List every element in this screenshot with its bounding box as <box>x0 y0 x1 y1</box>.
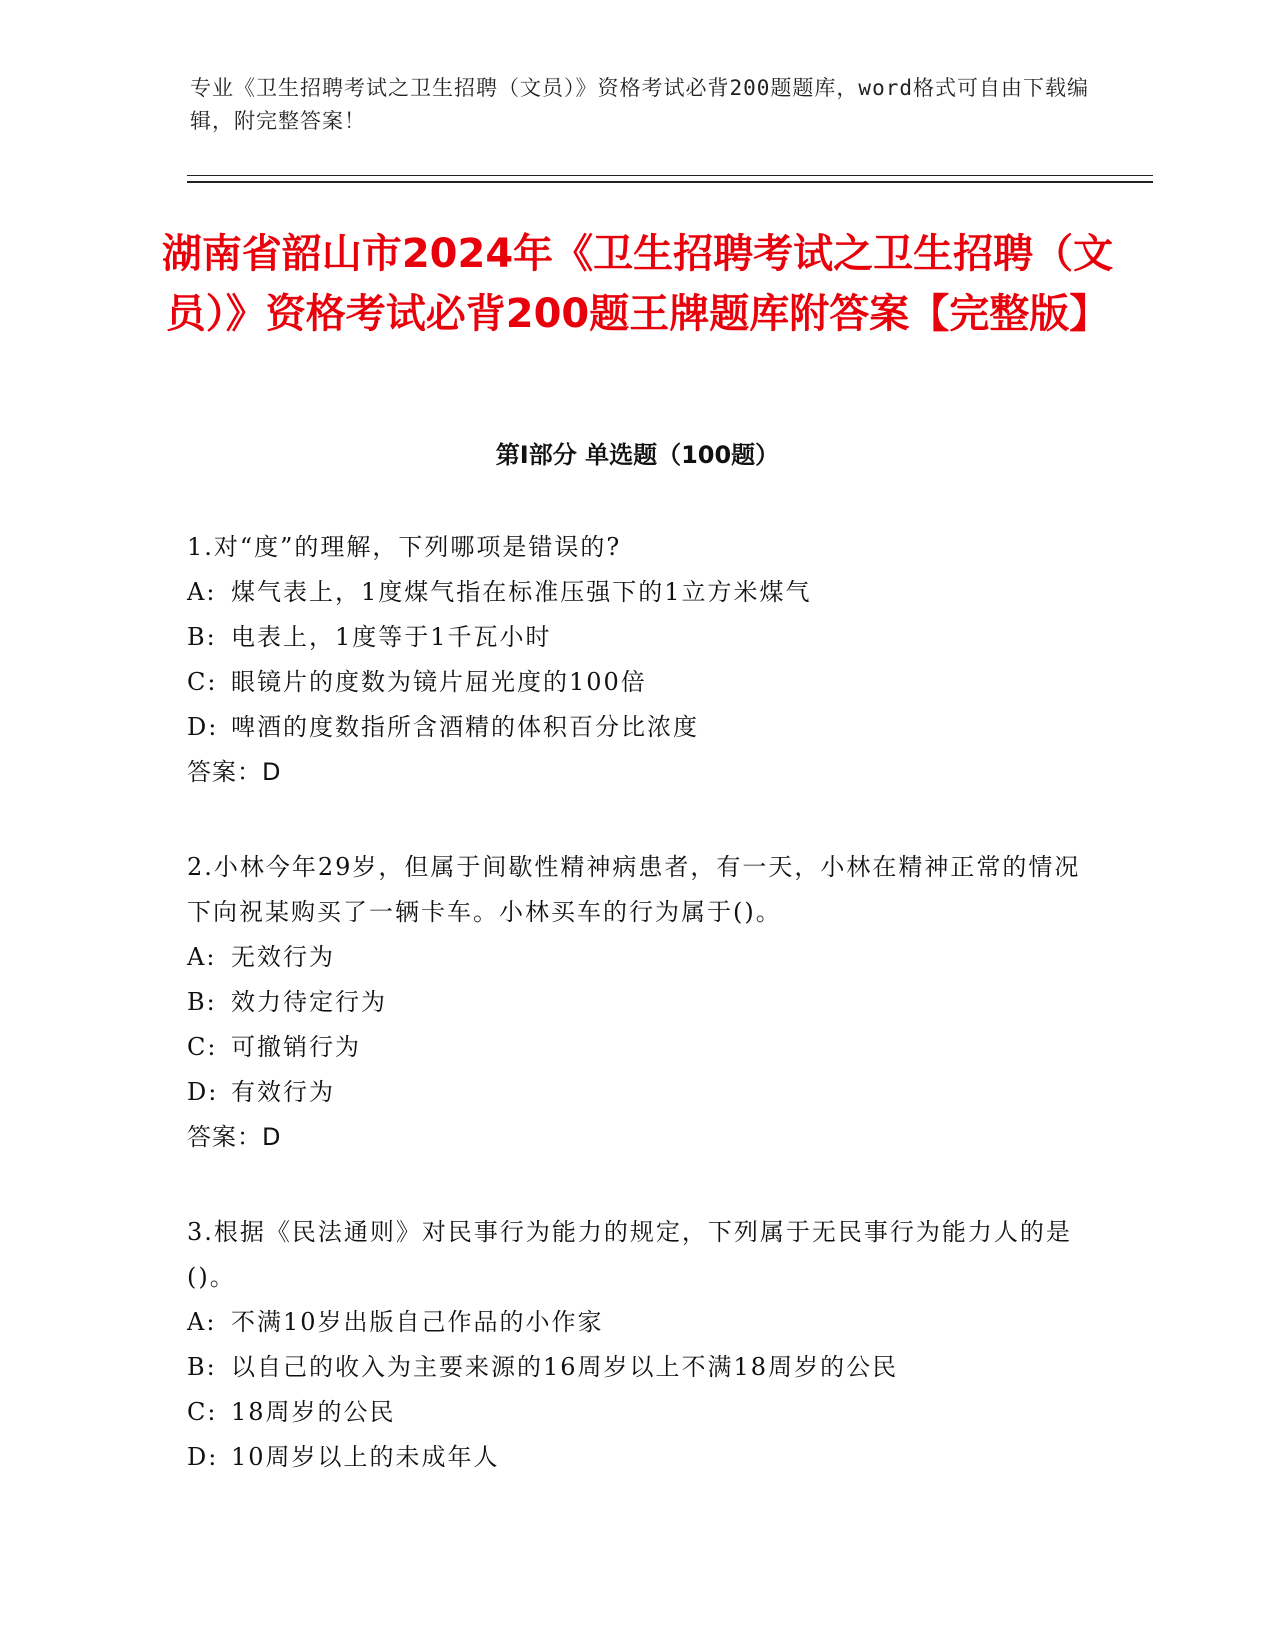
question-3 <box>187 1210 1087 1480</box>
section-heading: 第Ⅰ部分 单选题（100题） <box>495 441 780 469</box>
option-text: 可撤销行为 <box>231 1033 361 1061</box>
option-b <box>187 615 1087 660</box>
option-key: D: <box>187 1078 219 1106</box>
option-key: C: <box>187 668 218 696</box>
option-key: A: <box>187 943 217 971</box>
question-2 <box>187 845 1087 1160</box>
question-stem: 1.对“度”的理解，下列哪项是错误的? <box>187 533 622 561</box>
option-d <box>187 1070 1087 1115</box>
option-key: C: <box>187 1033 218 1061</box>
option-c <box>187 660 1087 705</box>
option-a <box>187 935 1087 980</box>
header-note: 专业《卫生招聘考试之卫生招聘（文员）》资格考试必背200题题库，word格式可自由下载编辑，附完整答案！ <box>190 76 1089 133</box>
option-key: B: <box>187 988 217 1016</box>
option-text: 啤酒的度数指所含酒精的体积百分比浓度 <box>231 713 699 741</box>
option-text: 无效行为 <box>231 943 335 971</box>
option-d <box>187 705 1087 750</box>
option-c <box>187 1025 1087 1070</box>
option-a <box>187 570 1087 615</box>
answer: 答案：D <box>187 758 282 786</box>
option-text: 有效行为 <box>231 1078 335 1106</box>
option-key: A: <box>187 578 217 606</box>
question-list <box>187 525 1087 1530</box>
option-key: B: <box>187 623 217 651</box>
question-1 <box>187 525 1087 795</box>
option-key: D: <box>187 1443 219 1471</box>
option-b <box>187 980 1087 1025</box>
option-b <box>187 1345 1087 1390</box>
option-key: D: <box>187 713 219 741</box>
question-stem: 2.小林今年29岁，但属于间歇性精神病患者，有一天，小林在精神正常的情况下向祝某购买了一辆卡车。小林买车的行为属于()。 <box>187 853 1081 926</box>
document-title: 湖南省韶山市2024年《卫生招聘考试之卫生招聘（文员）》资格考试必背200题王牌题库附答案【完整版】 <box>161 231 1114 337</box>
option-text: 18周岁的公民 <box>231 1398 396 1426</box>
option-text: 效力待定行为 <box>231 988 387 1016</box>
option-key: C: <box>187 1398 218 1426</box>
option-key: B: <box>187 1353 217 1381</box>
option-text: 煤气表上，1度煤气指在标准压强下的1立方米煤气 <box>231 578 812 606</box>
option-text: 不满10岁出版自己作品的小作家 <box>231 1308 604 1336</box>
answer: 答案：D <box>187 1123 282 1151</box>
option-text: 10周岁以上的未成年人 <box>231 1443 500 1471</box>
option-text: 以自己的收入为主要来源的16周岁以上不满18周岁的公民 <box>231 1353 899 1381</box>
option-d <box>187 1435 1087 1480</box>
option-c <box>187 1390 1087 1435</box>
option-key: A: <box>187 1308 217 1336</box>
header-divider-thin <box>187 175 1153 176</box>
option-a <box>187 1300 1087 1345</box>
question-stem: 3.根据《民法通则》对民事行为能力的规定，下列属于无民事行为能力人的是()。 <box>187 1218 1072 1291</box>
option-text: 电表上，1度等于1千瓦小时 <box>231 623 552 651</box>
option-text: 眼镜片的度数为镜片屈光度的100倍 <box>231 668 647 696</box>
header-divider-thick <box>187 181 1153 183</box>
